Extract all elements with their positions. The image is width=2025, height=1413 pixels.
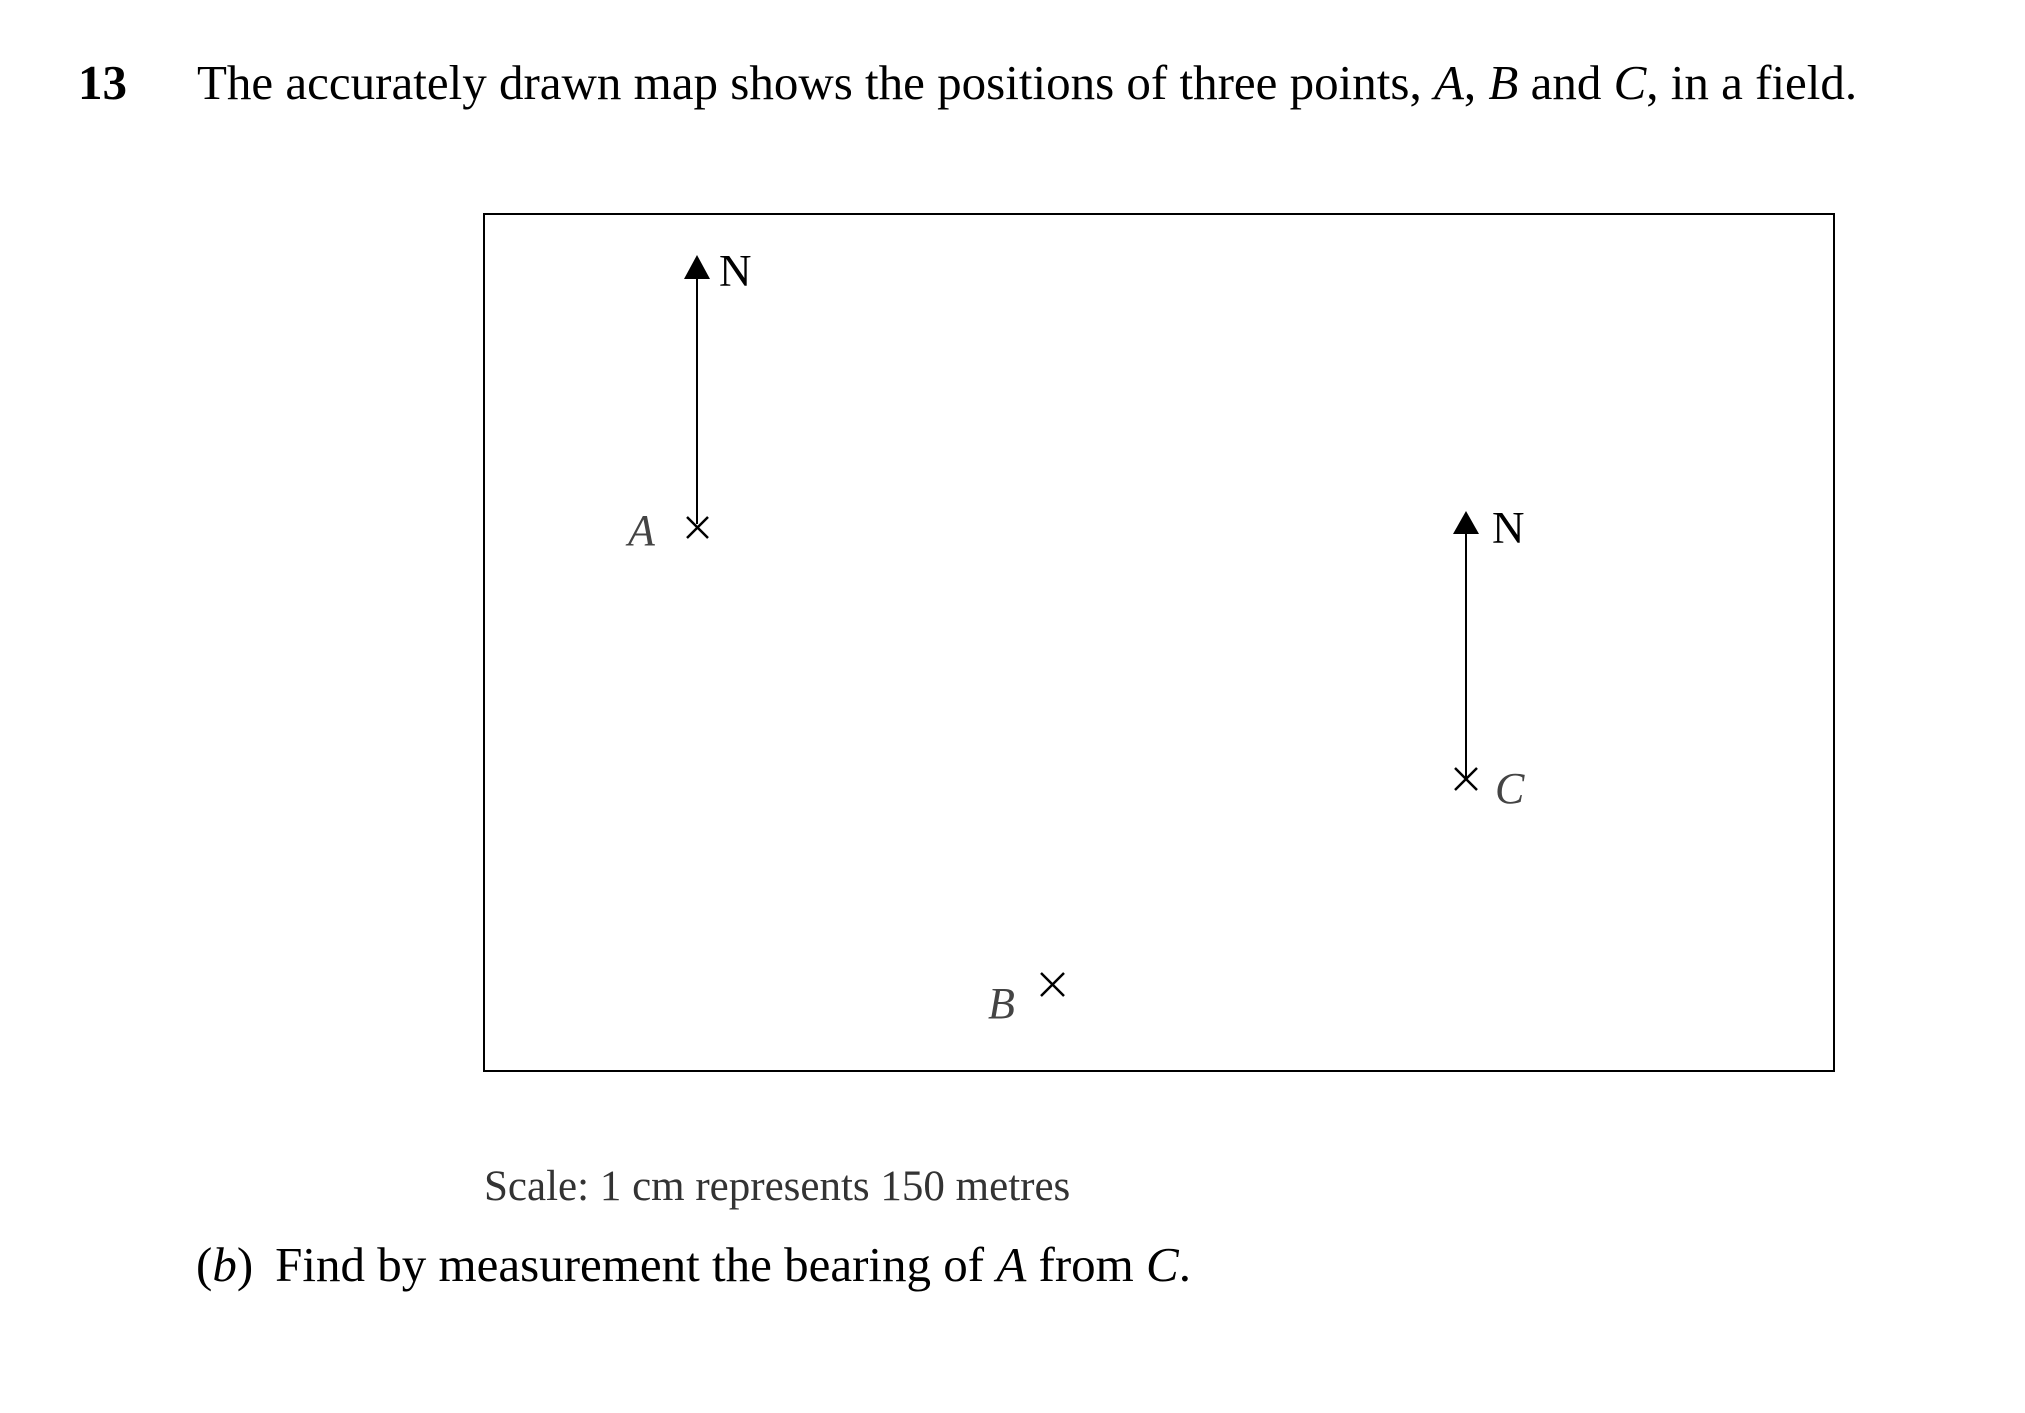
stem-point-b: B bbox=[1488, 55, 1519, 110]
part-b-question bbox=[196, 1237, 1191, 1292]
part-b-point-a: A bbox=[996, 1237, 1027, 1292]
stem-intro: The accurately drawn map shows the positions of three points, bbox=[197, 55, 1434, 110]
part-b-text-3: . bbox=[1178, 1237, 1191, 1292]
stem-and: and bbox=[1518, 55, 1614, 110]
north-arrow-c bbox=[1453, 511, 1479, 780]
stem-outro: , in a field. bbox=[1646, 55, 1858, 110]
question-number: 13 bbox=[78, 55, 127, 110]
stem-point-c: C bbox=[1613, 55, 1647, 110]
part-b-label: (b) bbox=[196, 1237, 254, 1292]
part-b-text-1: Find by measurement the bearing of bbox=[275, 1237, 997, 1292]
point-b-label: B bbox=[988, 979, 1015, 1028]
stem-point-a: A bbox=[1433, 55, 1464, 110]
point-c-label: C bbox=[1495, 764, 1525, 813]
part-b-text-2: from bbox=[1026, 1237, 1147, 1292]
north-label-c: N bbox=[1492, 503, 1525, 553]
part-b-point-c: C bbox=[1146, 1237, 1179, 1292]
map-frame bbox=[484, 214, 1834, 1071]
north-arrow-a bbox=[684, 255, 710, 524]
stem-comma: , bbox=[1463, 55, 1489, 110]
point-b-marker bbox=[1041, 973, 1064, 996]
point-a-label: A bbox=[628, 506, 655, 555]
map-scale: Scale: 1 cm represents 150 metres bbox=[484, 1163, 1071, 1210]
north-label-a: N bbox=[719, 246, 752, 296]
